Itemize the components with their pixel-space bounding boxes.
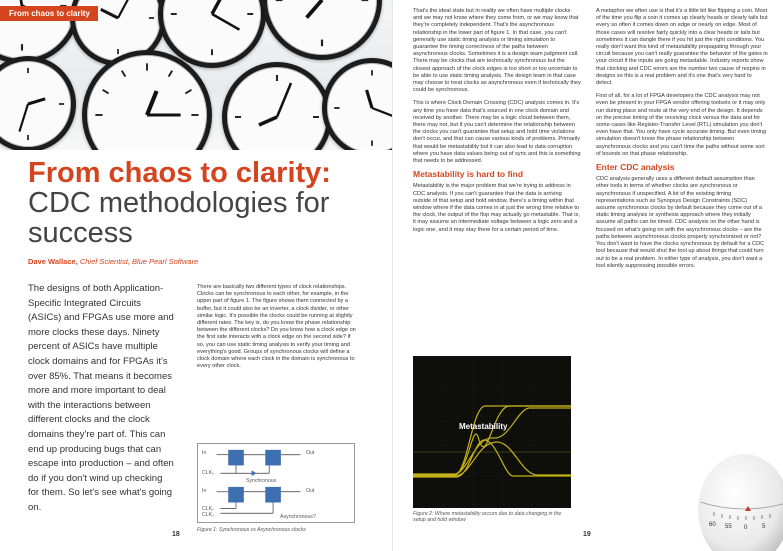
clock-icon xyxy=(262,0,382,60)
article-title xyxy=(28,158,378,248)
figure-1-caption: Figure 1: Synchronous vs Asynchronous clocks xyxy=(197,527,306,533)
fig1-async-label: Asynchronous? xyxy=(280,514,316,520)
paragraph: A metaphor we often use is that it's a little bit like flipping a coin. Most of the time you flip a coin it comes up clearly heads or clearly tails but every so often it comes down on edge or nearly on edge. Most of those cases will resolve fairly quickly into a clear heads or tails but sometimes it can dangle there if you hit just the right conditions. You really don't want this kind of metastability propagating through your circuit because you can't really guarantee the behavior of the gates in your circuit if the inputs are going metastable. Industry reports show that clocking and CDC errors are the number two cause of respins in designs so this is a real problem and it's one that's very hard to detect. xyxy=(596,8,768,87)
figure-2-caption: Figure 2: Where metastability occurs due to data changing in the setup and hold window xyxy=(413,511,562,524)
paragraph: This is where Clock Domain Crossing (CDC) analysis comes in. It's any time you have data that's sourced in one clock domain and received by another. There may be a logic cloud between them, there may not, but if you can't determine the relationship between the clocks you can't guarantee that setup and hold time violations don't occur, and that can cause various kinds of problems. Primarily that would be metastability but it can also lead to data corruption where you have data values being out of sync and this is something that needs to be addressed. xyxy=(413,100,581,165)
clock-icon xyxy=(0,56,76,150)
clock-icon xyxy=(82,50,212,150)
page-gutter xyxy=(392,0,393,551)
page-number-left: 18 xyxy=(172,531,180,538)
paragraph: That's the ideal state but in reality we often have multiple clocks and we may not know where they come from, or we may know that they're completely independent. That's the asynchronous relationship in the lower part of figure 1. In that case, you can't generally use static timing analysis or timing simulation to guarantee the timing correctness of the paths between asynchronous clocks. Sometimes it is a design team judgment call. There may be clocks that are technically synchronous but the closest approach of the clock edges is too short or too uncertain to be able to use static timing analysis. The design team in that case may choose to treat clocks as asynchronous even if technically they could be synchronous. xyxy=(413,8,581,94)
egg-timer-image xyxy=(692,440,783,551)
clocks-photo xyxy=(0,0,392,150)
clock-icon xyxy=(222,62,332,150)
column-3 xyxy=(413,8,581,240)
title-highlight: From chaos to clarity: xyxy=(28,157,331,189)
fig1-in-label-2: In xyxy=(202,488,207,494)
egg-number: 0 xyxy=(744,525,748,531)
fig1-out-label: Out xyxy=(306,450,315,456)
subheading-enter-cdc: Enter CDC analysis xyxy=(596,162,675,173)
fig1-sync-label: Synchronous xyxy=(246,478,277,484)
oscilloscope-image xyxy=(413,356,571,508)
author-role: Chief Scientist, Blue Pearl Software xyxy=(79,257,199,266)
title-rest: CDC methodologies for success xyxy=(28,187,330,249)
lead-paragraph: The designs of both Application-Specific Integrated Circuits (ASICs) and FPGAs use more and more clocks these days. Ninety percent of ASICs have multiple clock domains and for FPGAs it's over 85%. That means it becomes more and more important to deal with the interactions between different clocks and the clock domains they're part of. This can end up producing bugs that can escape into production – and often do if you don't wind up checking for them. So let's see what's going on. xyxy=(28,283,174,513)
metastability-label: Metastability xyxy=(459,422,508,431)
egg-number: 5 xyxy=(762,524,766,530)
egg-number: 60 xyxy=(709,522,716,528)
fig1-clk1-label-2: CLK₁ xyxy=(202,506,214,512)
paragraph: First of all, for a lot of FPGA developers the CDC analysis may not even be present in your FPGA vendor offering toolsets or it may only run during place and route at the very end of the design. It depends on the precise timing of the receiving clock versus the data and for some cases like Register-Transfer Level (RTL) simulation you don't even have that. You only have cycle accurate timing. But even timing simulation doesn't know the phase relationship between asynchronous clocks and you can't time the paths without some sort of bounds on that phase relationship. xyxy=(596,93,767,157)
fig1-clk1-label: CLK₁ xyxy=(202,470,214,476)
egg-number: 55 xyxy=(725,524,732,530)
paragraph: There are basically two different types of clock relationships. Clocks can be synchronous to each other, for example, in the upper part of figure 1. The figure shows them connected by a buffer, but it could also be an inverter, a clock divider, or other similar logic. It's possible the clocks could be running at slightly different rates. The key is, do you know the phase relationship between the different clocks? Do you know how a clock edge on the first side interacts with a clock edge on the second side? If so, you can use static timing analysis to verify your timing and everything's good. Groups of synchronous clocks will define a clock domain where each clock in the domain is synchronous to every other clock. xyxy=(197,284,356,370)
figure-1-diagram xyxy=(197,443,355,523)
fig1-in-label: In xyxy=(202,450,207,456)
subheading-metastability: Metastability is hard to find xyxy=(413,169,524,180)
column-2 xyxy=(197,284,357,376)
author-name: Dave Wallace, xyxy=(28,257,78,266)
fig1-clk2-label: CLK₂ xyxy=(202,512,215,518)
column-4 xyxy=(596,8,768,276)
byline xyxy=(28,257,198,266)
section-tab: From chaos to clarity xyxy=(0,6,98,21)
page-number-right: 19 xyxy=(583,531,591,538)
paragraph: Metastability is the major problem that we're trying to address in CDC analysis. If you can't guarantee that the data is arriving outside of that setup and hold window, there's a timing within that window where if the data comes in at just the wrong time relative to the clock, the output of the flop may actually go metastable. That is, it may assume an intermediate voltage between a logic zero and a logic one, and it may stay there for a certain period of time. xyxy=(413,183,580,233)
clock-icon xyxy=(322,58,392,150)
paragraph: CDC analysis generally uses a different default assumption than other tools in terms of whether clocks are synchronous or asynchronous if unspecified. A lot of the existing timing representations such as Synopsys Design Constraints (SDC) assume synchronous clocks by default because they come out of a static timing analysis or synthesis approach where they initially assume all paths can be timed. CDC analysis on the other hand is focused on what's going on with the asynchronous clocks – are the paths between asynchronous clocks properly synchronized or not? You don't want to have the clocks synchronous by default for a CDC tool because that would shut the tool up about things that could turn out to be a real problem. In either type of analysis, you don't want a tool silently suppressing possible errors. xyxy=(596,176,765,269)
fig1-out-label-2: Out xyxy=(306,488,315,494)
